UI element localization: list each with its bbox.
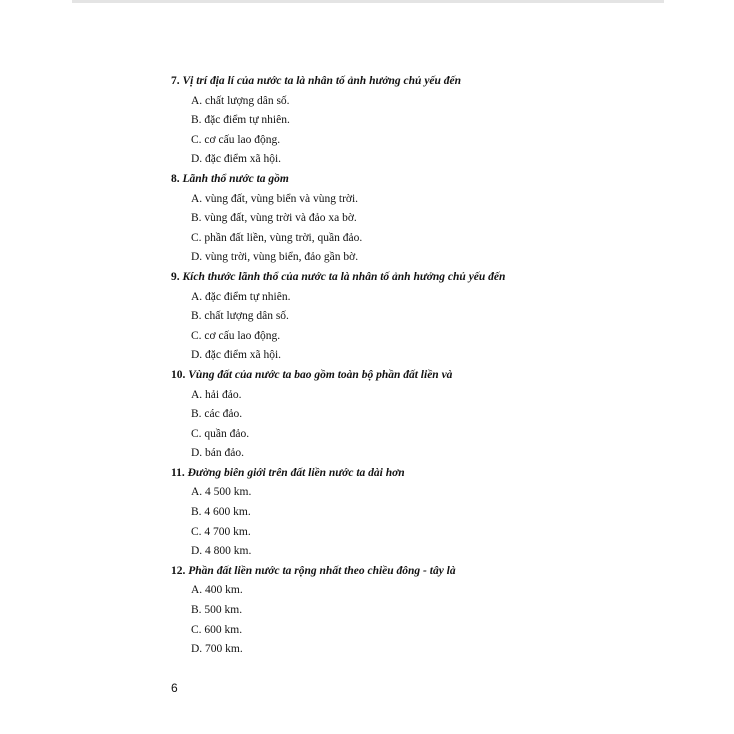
answer-option: B. vùng đất, vùng trời và đảo xa bờ. [191,212,357,225]
answer-option: D. đặc điểm xã hội. [191,153,282,166]
question-block [171,72,651,170]
question-block [171,268,651,366]
question-number: 12. [171,564,186,577]
page-number: 6 [171,681,178,695]
answer-option: A. đặc điểm tự nhiên. [191,290,291,303]
question-list [171,72,651,660]
question-text: Lãnh thổ nước ta gồm [182,172,289,185]
question-stem [171,72,651,92]
answer-option: C. 4 700 km. [191,525,251,538]
page-top-edge [72,0,664,3]
question-stem [171,170,651,190]
answer-option: A. hải đảo. [191,388,242,401]
answer-option: D. bán đảo. [191,447,245,460]
question-text: Kích thước lãnh thổ của nước ta là nhân tố ảnh hưởng chủ yếu đến [182,270,506,283]
question-block [171,170,651,268]
answer-option: B. chất lượng dân số. [191,310,289,323]
question-number: 8. [171,172,180,185]
answer-option: B. đặc điểm tự nhiên. [191,114,290,127]
question-block [171,464,651,562]
question-number: 9. [171,270,180,283]
answer-option: A. 4 500 km. [191,486,252,499]
answer-option: A. 400 km. [191,584,243,597]
answer-option: B. 4 600 km. [191,506,251,519]
question-block [171,562,651,660]
answer-option: C. 600 km. [191,623,243,636]
answer-option: B. các đảo. [191,408,243,421]
question-text: Phần đất liền nước ta rộng nhất theo chiều đông - tây là [188,564,456,577]
answer-option: C. cơ cấu lao động. [191,133,281,146]
answer-option: C. quần đảo. [191,427,250,440]
answer-option: D. vùng trời, vùng biển, đảo gần bờ. [191,251,359,264]
answer-option: D. 700 km. [191,643,243,656]
answer-option: A. chất lượng dân số. [191,94,290,107]
question-number: 7. [171,75,180,87]
answer-option: B. 500 km. [191,604,243,617]
question-number: 10. [171,368,186,381]
question-text: Vùng đất của nước ta bao gồm toàn bộ phần đất liền và [188,368,453,381]
question-text: Vị trí địa lí của nước ta là nhân tố ảnh hưởng chủ yếu đến [182,75,462,87]
question-text: Đường biên giới trên đất liền nước ta dài hơn [187,466,405,479]
question-stem [171,268,651,288]
question-stem [171,562,651,582]
question-block [171,366,651,464]
question-stem [171,366,651,386]
answer-option: C. phần đất liền, vùng trời, quần đảo. [191,231,363,244]
question-stem [171,464,651,484]
answer-option: D. đặc điểm xã hội. [191,349,282,362]
answer-option: D. 4 800 km. [191,545,252,558]
question-number: 11. [171,466,185,479]
answer-option: A. vùng đất, vùng biển và vùng trời. [191,192,359,205]
answer-option: C. cơ cấu lao động. [191,329,281,342]
